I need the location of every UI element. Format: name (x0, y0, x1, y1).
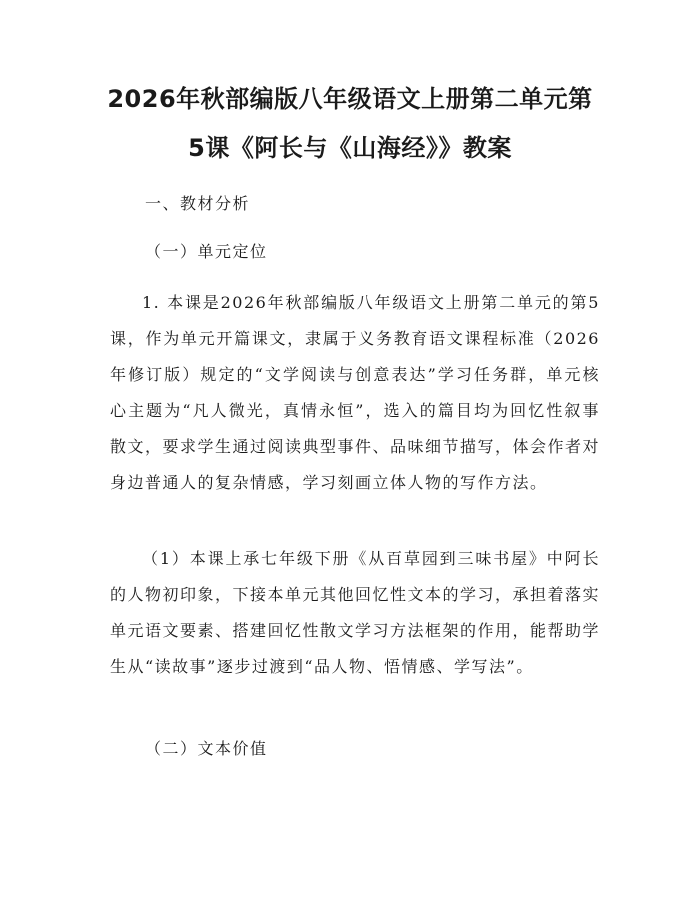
document-title-line-1: 2026年秋部编版八年级语文上册第二单元第 (107, 85, 593, 113)
subsection-heading-unit-positioning: （一）单元定位 (145, 242, 268, 261)
body-paragraph-lesson-connection: （1）本课上承七年级下册《从百草园到三味书屋》中阿长的人物初印象，下接本单元其他回忆性文本的学习，承担着落实单元语文要素、搭建回忆性散文学习方法框架的作用，能帮助学生从“读故事”逐步过渡到“品人物、悟情感、学写法”。 (110, 549, 601, 676)
subsection-heading-text-value: （二）文本价值 (145, 739, 268, 758)
section-heading-teaching-material-analysis: 一、教材分析 (145, 194, 251, 213)
body-paragraph-unit-positioning: 1. 本课是2026年秋部编版八年级语文上册第二单元的第5课，作为单元开篇课文，隶属于义务教育语文课程标准（2026年修订版）规定的“文学阅读与创意表达”学习任务群，单元核心主题为“凡人微光，真情永恒”，选入的篇目均为回忆性叙事散文，要求学生通过阅读典型事件、品味细节描写，体会作者对身边普通人的复杂情感，学习刻画立体人物的写作方法。 (110, 293, 601, 492)
document-title-line-2: 5课《阿长与《山海经》》教案 (188, 134, 512, 162)
